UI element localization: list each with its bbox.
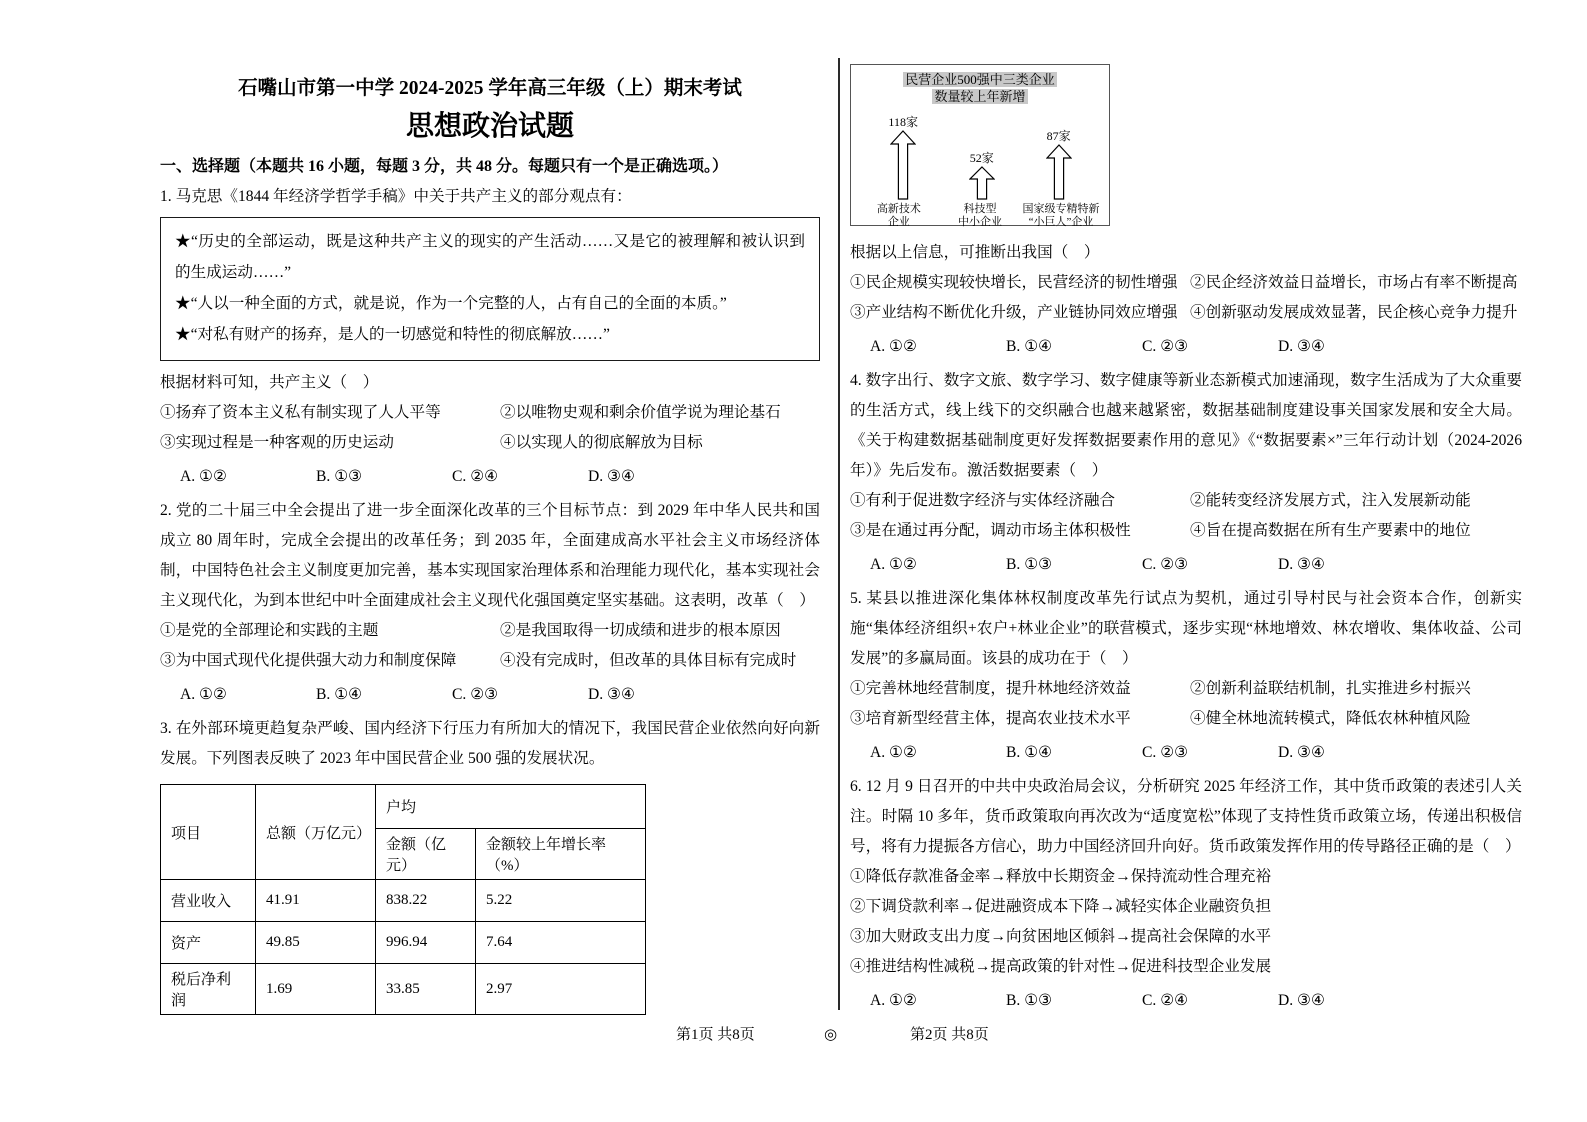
option-3: ③加大财政支出力度→向贫困地区倾斜→提高社会保障的水平 <box>850 928 1272 945</box>
cell-total: 41.91 <box>256 880 376 922</box>
answer-a: A. ①② <box>870 992 918 1009</box>
option-row <box>850 268 1522 298</box>
option-3: ③培育新型经营主体，提高农业技术水平 <box>850 710 1131 727</box>
cell-growth: 7.64 <box>476 922 646 964</box>
option-4: ④推进结构性减税→提高政策的针对性→促进科技型企业发展 <box>850 958 1272 975</box>
option-row <box>160 616 820 646</box>
option-2: ②创新利益联结机制，扎实推进乡村振兴 <box>1190 680 1471 697</box>
answer-d: D. ③④ <box>1278 556 1326 573</box>
option-2: ②是我国取得一切成绩和进步的根本原因 <box>500 622 781 639</box>
answer-a: A. ①② <box>180 468 228 485</box>
bar-label-text: 企业 <box>887 216 910 228</box>
quote-line: ★“历史的全部运动，既是这种共产主义的现实的产生活动……又是它的被理解和被认识到的生成运动……” <box>175 233 805 281</box>
answer-a: A. ①② <box>180 686 228 703</box>
answer-b: B. ①④ <box>1006 744 1053 761</box>
bar-label-2 <box>940 203 1020 229</box>
option-2: ②能转变经济发展方式，注入发展新动能 <box>1190 492 1471 509</box>
quote-box <box>160 217 820 361</box>
question-stem: 3. 在外部环境更趋复杂严峻、国内经济下行压力有所加大的情况下，我国民营企业依然向好向新发展。下列图表反映了 2023 年中国民营企业 500 强的发展状况。 <box>160 720 820 767</box>
page-title: 思想政治试题 <box>405 111 574 142</box>
q3-bar-chart <box>850 64 1110 226</box>
answer-row <box>160 680 820 710</box>
option-3: ③产业结构不断优化升级，产业链协同效应增强 <box>850 304 1178 321</box>
option-4: ④旨在提高数据在所有生产要素中的地位 <box>1190 522 1471 539</box>
answer-d: D. ③④ <box>1278 338 1326 355</box>
answer-row <box>160 462 820 492</box>
answer-row <box>850 332 1522 362</box>
table-header-growth: 金额较上年增长率（%） <box>476 829 646 880</box>
chart-bar-2 <box>969 151 995 200</box>
answer-b: B. ①④ <box>316 686 363 703</box>
chart-bar-3 <box>1046 129 1072 200</box>
cell-amount: 996.94 <box>376 922 476 964</box>
option-1: ①是党的全部理论和实践的主题 <box>160 622 379 639</box>
bar-label-text: 中小企业 <box>957 216 1002 228</box>
option-row <box>850 298 1522 328</box>
option-1: ①完善林地经营制度，提升林地经济效益 <box>850 680 1131 697</box>
table-header-avg: 户均 <box>376 785 646 829</box>
bar-label-text: “小巨人”企业 <box>1028 216 1094 228</box>
cell-total: 1.69 <box>256 964 376 1015</box>
answer-b: B. ①③ <box>1006 556 1053 573</box>
question-stem: 6. 12 月 9 日召开的中共中央政治局会议，分析研究 2025 年经济工作，其中货币政策的表述引人关注。时隔 10 多年，货币政策取向再次改为“适度宽松”体现了支持性货币政策立场，传递出积极信号，将有力提振各方信心，助力中国经济回升向好。货币政策发挥作用的传导路径正确的是（ ） <box>850 778 1522 855</box>
answer-row <box>850 986 1522 1016</box>
question-1 <box>160 182 820 492</box>
cell-item: 税后净利润 <box>161 964 256 1015</box>
footer-page-number-right: 第2页 共8页 <box>910 1027 989 1043</box>
answer-row <box>850 738 1522 768</box>
chart-title-line-2 <box>859 88 1101 105</box>
answer-b: B. ①③ <box>316 468 363 485</box>
question-stem: 2. 党的二十届三中全会提出了进一步全面深化改革的三个目标节点：到 2029 年中华人民共和国成立 80 周年时，完成全会提出的改革任务；到 2035 年，全面建成高水平社会主义市场经济体制，中国特色社会主义制度更加完善，基本实现国家治理体系和治理能力现代化，基本实现社会主义现代化，为到本世纪中叶全面建成社会主义现代化强国奠定坚实基础。这表明，改革（ ） <box>160 502 820 609</box>
cell-total: 49.85 <box>256 922 376 964</box>
question-lead: 根据以上信息，可推断出我国（ ） <box>850 244 1100 261</box>
answer-row <box>850 550 1522 580</box>
option-1: ①有利于促进数字经济与实体经济融合 <box>850 492 1116 509</box>
bar-label-3 <box>1021 203 1101 229</box>
answer-c: C. ②③ <box>1142 744 1189 761</box>
bar-value-2: 52家 <box>969 151 994 165</box>
answer-b: B. ①④ <box>1006 338 1053 355</box>
question-5 <box>850 584 1522 768</box>
answer-c: C. ②③ <box>452 686 499 703</box>
bar-value-1: 118家 <box>888 115 918 129</box>
answer-c: C. ②③ <box>1142 556 1189 573</box>
chart-title-text: 民营企业500强中三类企业 <box>905 72 1055 87</box>
cell-item: 营业收入 <box>161 880 256 922</box>
quote-line: ★“对私有财产的扬弃，是人的一切感觉和特性的彻底解放……” <box>175 326 610 343</box>
question-2 <box>160 496 820 710</box>
answer-d: D. ③④ <box>588 686 636 703</box>
question-3-options <box>850 238 1522 362</box>
answer-d: D. ③④ <box>1278 992 1326 1009</box>
question-4 <box>850 366 1522 580</box>
option-4: ④健全林地流转模式，降低农林种植风险 <box>1190 710 1471 727</box>
cell-amount: 33.85 <box>376 964 476 1015</box>
page-1 <box>160 74 820 1015</box>
section-heading: 一、选择题（本题共 16 小题，每题 3 分，共 48 分。每题只有一个是正确选项。） <box>160 158 729 175</box>
table-header-item: 项目 <box>161 785 256 880</box>
cell-amount: 838.22 <box>376 880 476 922</box>
bar-label-1 <box>859 203 939 229</box>
question-lead: 根据材料可知，共产主义（ ） <box>160 374 379 391</box>
option-row <box>850 704 1522 734</box>
option-row <box>850 674 1522 704</box>
option-1: ①民企规模实现较快增长，民营经济的韧性增强 <box>850 274 1178 291</box>
question-stem: 5. 某县以推进深化集体林权制度改革先行试点为契机，通过引导村民与社会资本合作，创新实施“集体经济组织+农户+林业企业”的联营模式，逐步实现“林地增效、林农增收、集体收益、公司发展”的多赢局面。该县的成功在于（ ） <box>850 590 1522 667</box>
table-header-row <box>161 785 646 829</box>
option-1: ①扬弃了资本主义私有制实现了人人平等 <box>160 404 441 421</box>
option-4: ④以实现人的彻底解放为目标 <box>500 434 703 451</box>
up-arrow-icon <box>969 166 995 200</box>
table-row <box>161 880 646 922</box>
cell-item: 资产 <box>161 922 256 964</box>
option-3: ③为中国式现代化提供强大动力和制度保障 <box>160 652 457 669</box>
table-row <box>161 964 646 1015</box>
footer-page-number-left: 第1页 共8页 <box>676 1027 755 1043</box>
chart-bar-1 <box>888 115 918 200</box>
table-header-total: 总额（万亿元） <box>256 785 376 880</box>
footer-mark-icon: ◎ <box>824 1027 838 1043</box>
question-stem: 1. 马克思《1844 年经济学哲学手稿》中关于共产主义的部分观点有： <box>160 188 632 205</box>
quote-line: ★“人以一种全面的方式，就是说，作为一个完整的人，占有自己的全面的本质。” <box>175 295 727 312</box>
option-row <box>160 398 820 428</box>
option-row <box>160 646 820 676</box>
chart-bars <box>859 108 1101 200</box>
q3-data-table <box>160 784 646 1015</box>
bar-label-text: 国家级专精特新 <box>1022 203 1100 215</box>
option-3: ③是在通过再分配，调动市场主体积极性 <box>850 522 1131 539</box>
answer-a: A. ①② <box>870 338 918 355</box>
question-6 <box>850 772 1522 1016</box>
chart-title-line-1 <box>859 71 1101 88</box>
answer-d: D. ③④ <box>588 468 636 485</box>
chart-category-labels <box>859 203 1101 229</box>
option-row <box>850 486 1522 516</box>
up-arrow-icon <box>890 130 916 200</box>
option-2: ②下调贷款利率→促进融资成本下降→减轻实体企业融资负担 <box>850 898 1272 915</box>
answer-c: C. ②③ <box>1142 338 1189 355</box>
option-4: ④创新驱动发展成效显著，民企核心竞争力提升 <box>1190 304 1518 321</box>
question-stem: 4. 数字出行、数字文旅、数字学习、数字健康等新业态新模式加速涌现，数字生活成为了大众重要的生活方式，线上线下的交织融合也越来越紧密，数据基础制度建设事关国家发展和安全大局。《关于构建数据基础制度更好发挥数据要素作用的意见》《“数据要素×”三年行动计划（2024-2026 年）》先后发布。激活数据要素（ ） <box>850 372 1522 479</box>
answer-d: D. ③④ <box>1278 744 1326 761</box>
cell-growth: 2.97 <box>476 964 646 1015</box>
answer-c: C. ②④ <box>452 468 499 485</box>
bar-label-text: 科技型 <box>963 203 997 215</box>
option-4: ④没有完成时，但改革的具体目标有完成时 <box>500 652 797 669</box>
page-divider <box>838 58 840 1010</box>
option-row <box>850 516 1522 546</box>
option-2: ②以唯物史观和剩余价值学说为理论基石 <box>500 404 781 421</box>
option-2: ②民企经济效益日益增长，市场占有率不断提高 <box>1190 274 1518 291</box>
answer-b: B. ①③ <box>1006 992 1053 1009</box>
exam-header: 石嘴山市第一中学 2024-2025 学年高三年级（上）期末考试 <box>238 78 742 99</box>
cell-growth: 5.22 <box>476 880 646 922</box>
option-1: ①降低存款准备金率→释放中长期资金→保持流动性合理充裕 <box>850 868 1272 885</box>
option-row <box>160 428 820 458</box>
answer-a: A. ①② <box>870 744 918 761</box>
question-3 <box>160 714 820 1015</box>
bar-value-3: 87家 <box>1046 129 1071 143</box>
bar-label-text: 高新技术 <box>876 203 921 215</box>
page-2 <box>850 64 1522 1020</box>
answer-c: C. ②④ <box>1142 992 1189 1009</box>
option-3: ③实现过程是一种客观的历史运动 <box>160 434 394 451</box>
chart-title-text: 数量较上年新增 <box>934 89 1026 104</box>
table-row <box>161 922 646 964</box>
up-arrow-icon <box>1046 144 1072 200</box>
table-header-amount: 金额（亿元） <box>376 829 476 880</box>
answer-a: A. ①② <box>870 556 918 573</box>
